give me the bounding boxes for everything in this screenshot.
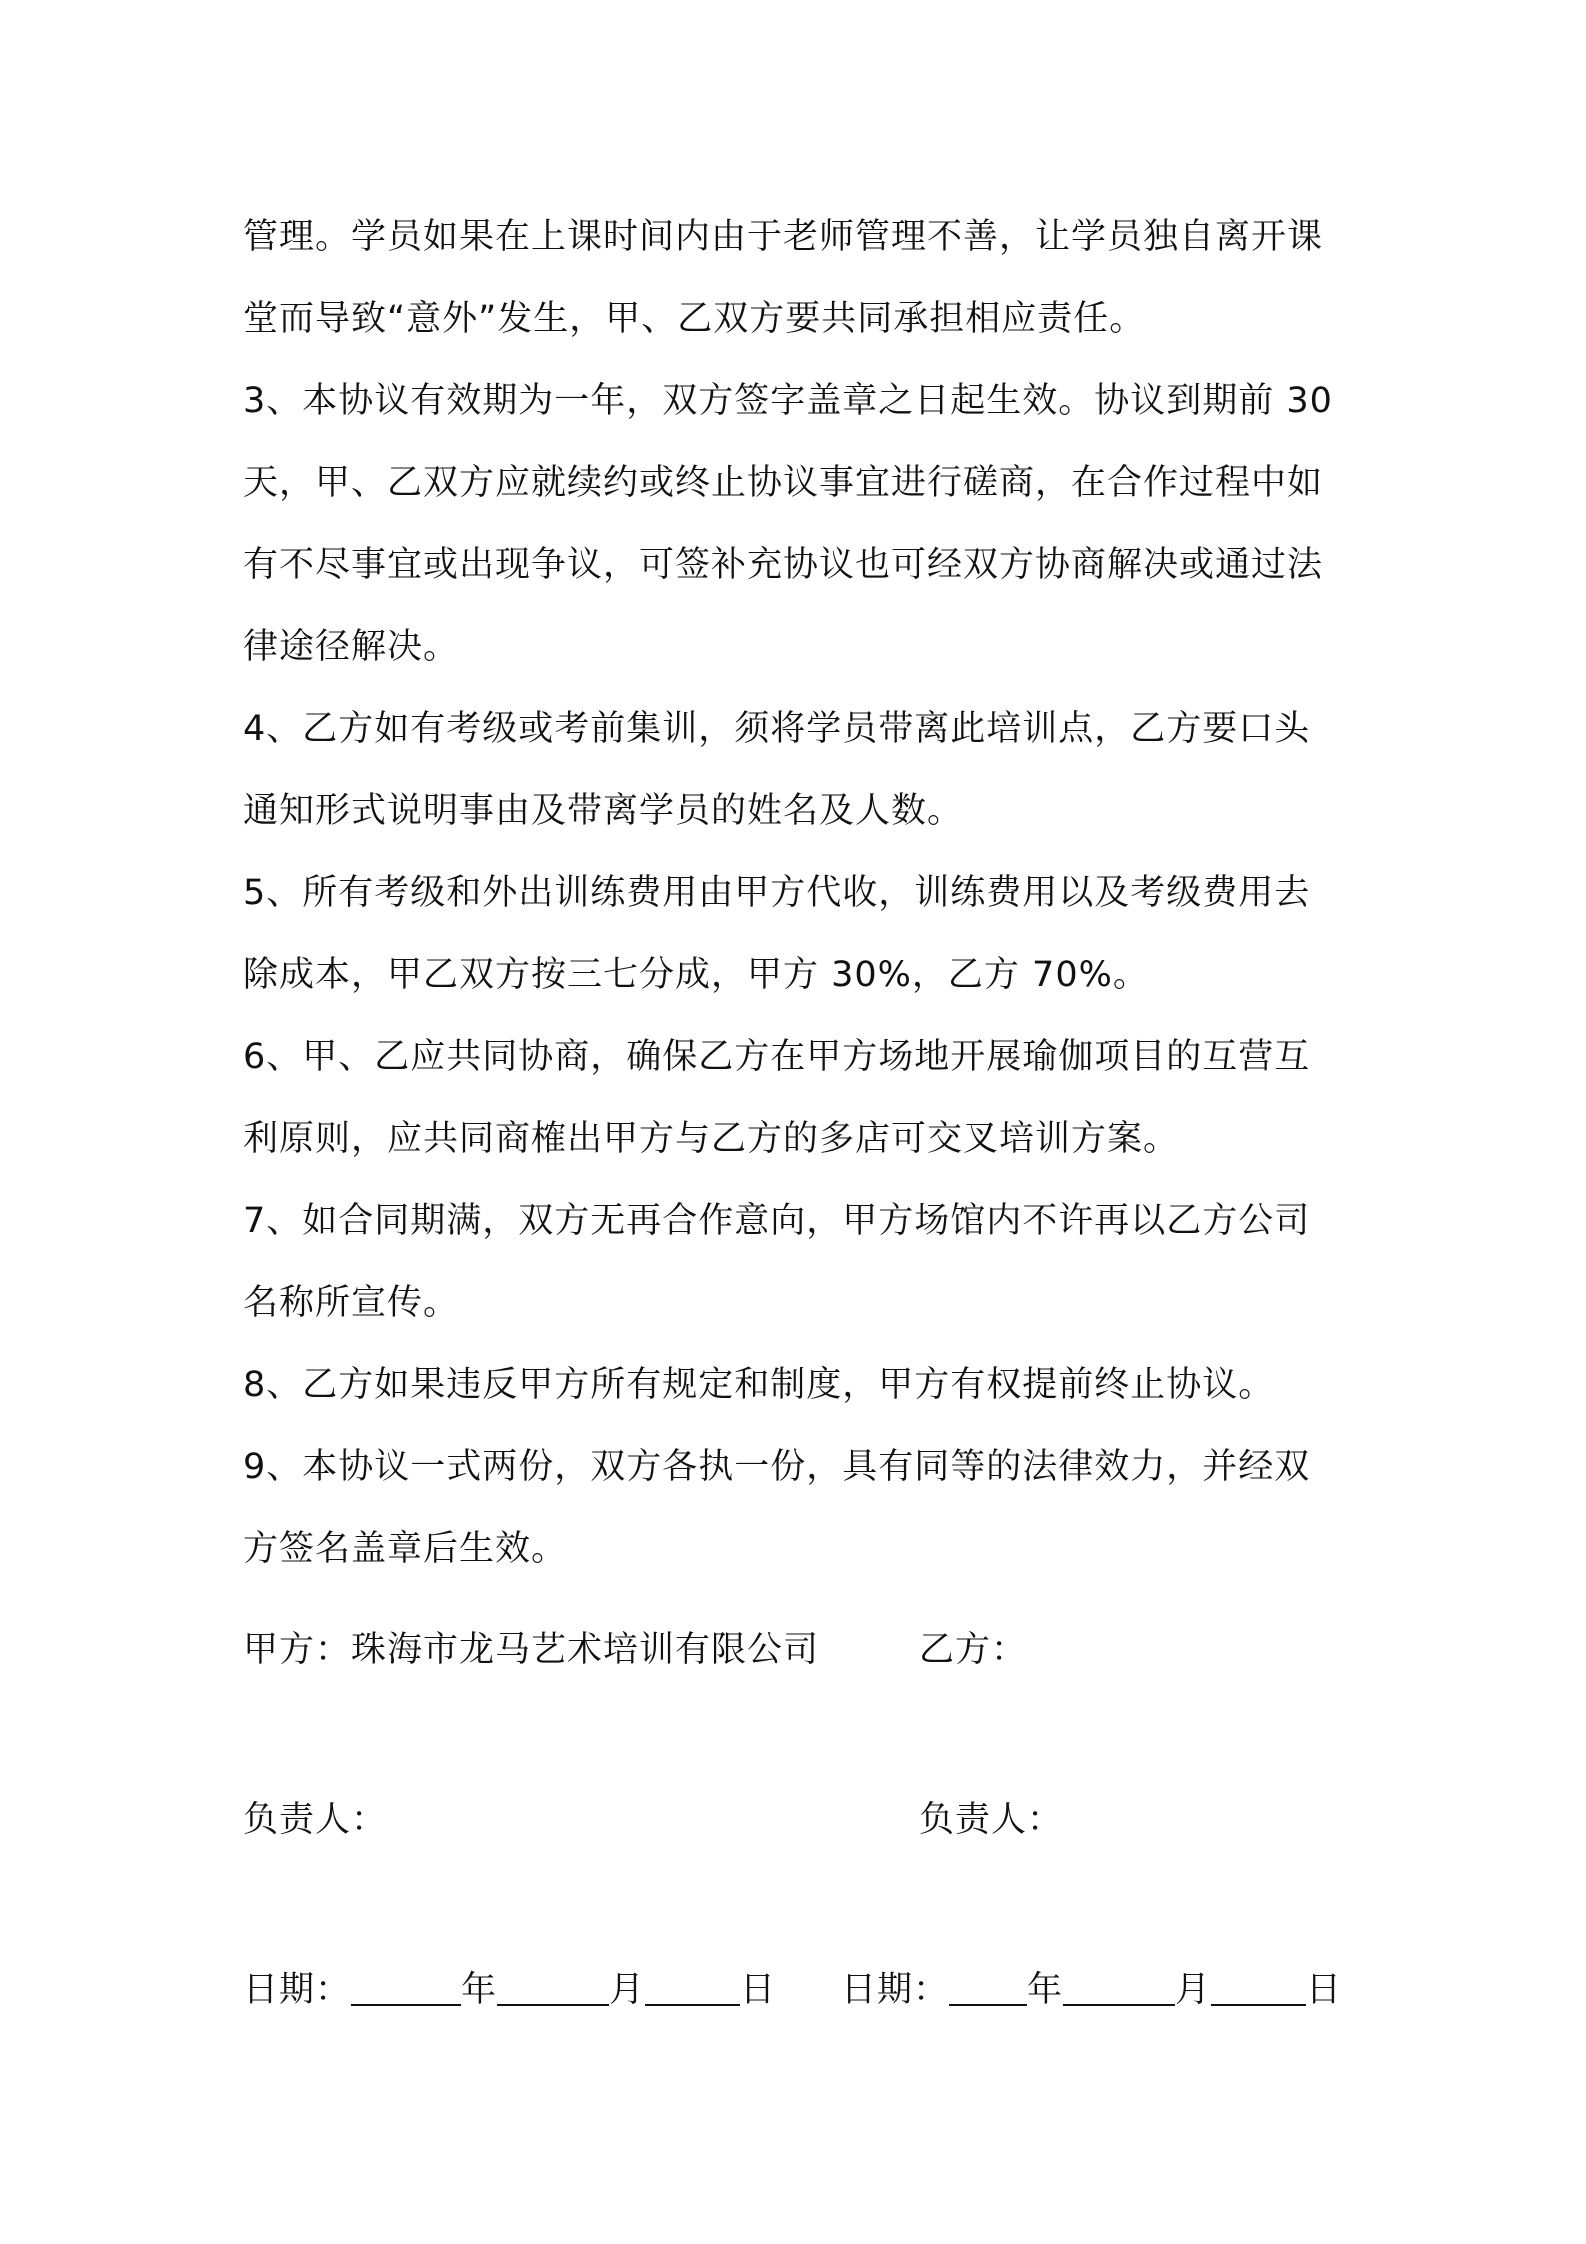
date-a-month-blank — [497, 1960, 609, 2006]
clause-8-line-1: 8、乙方如果违反甲方所有规定和制度，甲方有权提前终止协议。 — [243, 1365, 1275, 1405]
clause-9-line-2: 方签名盖章后生效。 — [243, 1529, 568, 1569]
date-b-day-blank — [1211, 1960, 1306, 2006]
clause-6-line-1: 6、甲、乙应共同协商，确保乙方在甲方场地开展瑜伽项目的互营互 — [243, 1037, 1311, 1077]
date-a-year-label: 年 — [461, 1970, 498, 2010]
responsible-row — [243, 1790, 1353, 1850]
date-b-month-label: 月 — [1175, 1970, 1212, 2010]
party-row — [243, 1620, 1353, 1680]
clause-5-line-2: 除成本，甲乙双方按三七分成，甲方 30%，乙方 70%。 — [243, 955, 1149, 995]
date-a-day-label: 日 — [740, 1970, 777, 2010]
date-a-month-label: 月 — [609, 1970, 646, 2010]
body-line-2: 堂而导致“意外”发生，甲、乙双方要共同承担相应责任。 — [243, 299, 1146, 339]
date-a-label: 日期： — [243, 1970, 352, 2010]
date-a-year-blank — [351, 1960, 461, 2006]
clause-5-line-1: 5、所有考级和外出训练费用由甲方代收，训练费用以及考级费用去 — [243, 873, 1311, 913]
party-b-label: 乙方： — [919, 1630, 1028, 1670]
responsible-a-label: 负责人： — [243, 1800, 388, 1840]
clause-4-line-2: 通知形式说明事由及带离学员的姓名及人数。 — [243, 791, 964, 831]
party-a-label: 甲方：珠海市龙马艺术培训有限公司 — [243, 1630, 820, 1670]
date-b-label: 日期： — [841, 1970, 950, 2010]
date-b-year-label: 年 — [1027, 1970, 1064, 2010]
date-b — [841, 1960, 1342, 2020]
clause-6-line-2: 利原则，应共同商榷出甲方与乙方的多店可交叉培训方案。 — [243, 1119, 1180, 1159]
agreement-body — [243, 196, 1353, 1590]
clause-9-line-1: 9、本协议一式两份，双方各执一份，具有同等的法律效力，并经双 — [243, 1447, 1311, 1487]
date-a-day-blank — [645, 1960, 740, 2006]
responsible-b-label: 负责人： — [919, 1800, 1064, 1840]
clause-7-line-2: 名称所宣传。 — [243, 1283, 460, 1323]
body-line-1: 管理。学员如果在上课时间内由于老师管理不善，让学员独自离开课 — [243, 217, 1324, 257]
date-a — [243, 1960, 776, 2020]
date-b-year-blank — [949, 1960, 1027, 2006]
clause-3-line-1: 3、本协议有效期为一年，双方签字盖章之日起生效。协议到期前 30 — [243, 381, 1333, 421]
date-b-day-label: 日 — [1306, 1970, 1343, 2010]
clause-3-line-3: 有不尽事宜或出现争议，可签补充协议也可经双方协商解决或通过法 — [243, 545, 1324, 585]
date-b-month-blank — [1063, 1960, 1175, 2006]
clause-4-line-1: 4、乙方如有考级或考前集训，须将学员带离此培训点，乙方要口头 — [243, 709, 1311, 749]
clause-3-line-2: 天，甲、乙双方应就续约或终止协议事宜进行磋商，在合作过程中如 — [243, 463, 1324, 503]
clause-3-line-4: 律途径解决。 — [243, 627, 460, 667]
date-row — [243, 1960, 1353, 2020]
clause-7-line-1: 7、如合同期满，双方无再合作意向，甲方场馆内不许再以乙方公司 — [243, 1201, 1311, 1241]
